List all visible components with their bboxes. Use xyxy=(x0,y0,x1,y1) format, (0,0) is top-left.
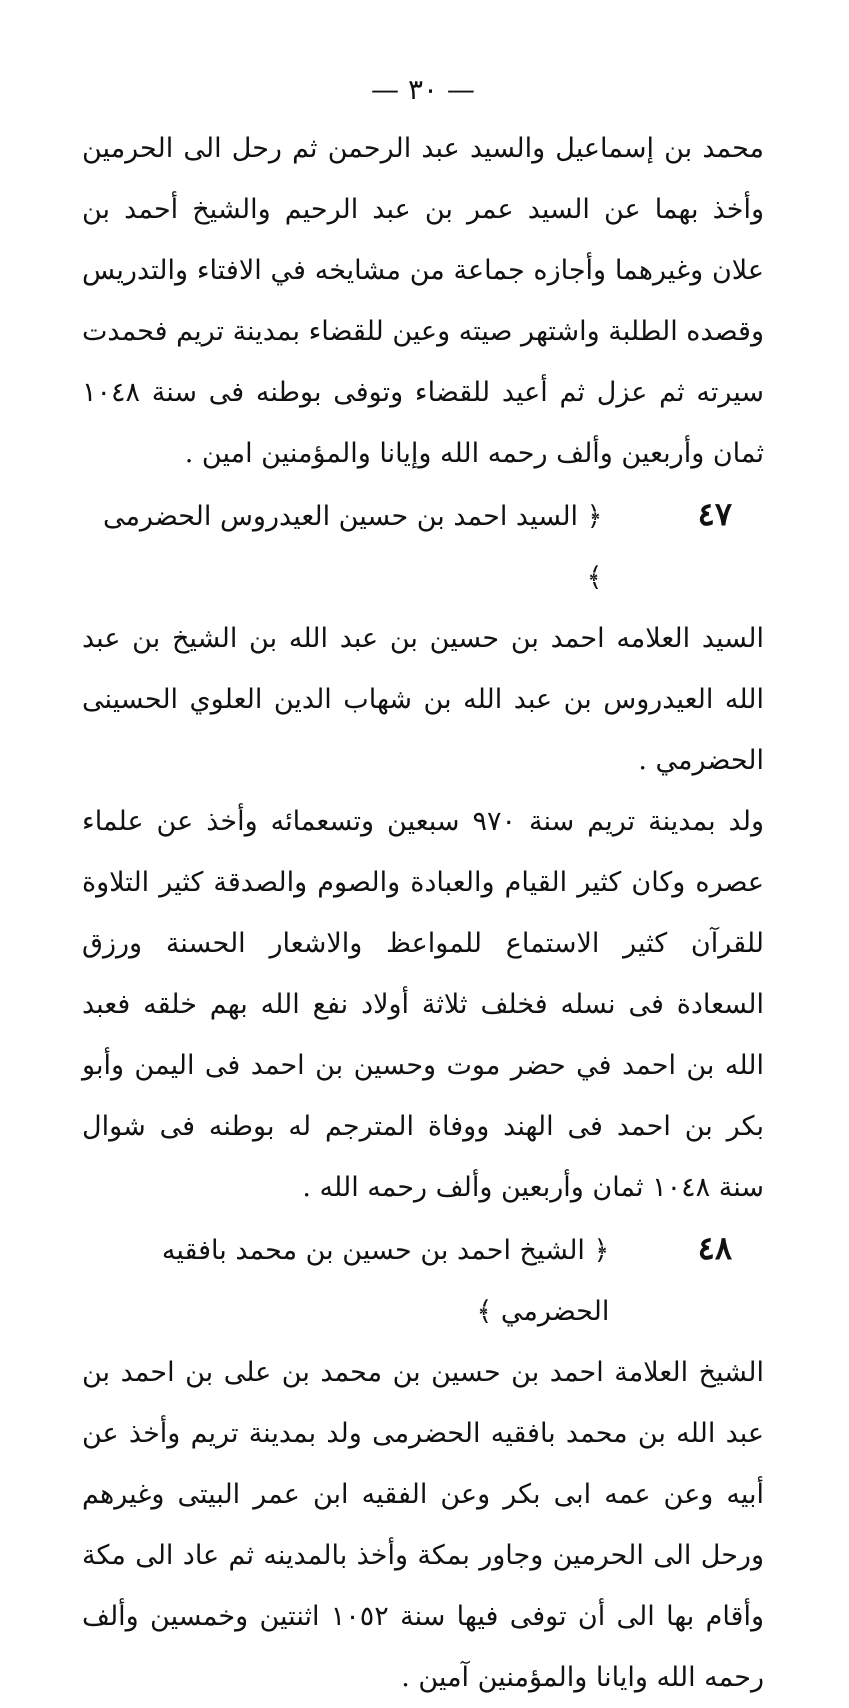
entry-heading-47 xyxy=(82,484,764,608)
entry-title: ﴿ الشيخ احمد بن حسين بن محمد بافقيه الحضرمي ﴾ xyxy=(161,1235,610,1327)
paragraph-intro: محمد بن إسماعيل والسيد عبد الرحمن ثم رحل الى الحرمين وأخذ بهما عن السيد عمر بن عبد الرحيم والشيخ أحمد بن علان وغيرهما وأجازه جماعة من مشايخه في الافتاء والتدريس وقصده الطلبة واشتهر صيته وعين للقضاء بمدينة تريم فحمدت سيرته ثم عزل ثم أعيد للقضاء وتوفى بوطنه فى سنة ١٠٤٨ ثمان وأربعين وألف رحمه الله وإيانا والمؤمنين امين . xyxy=(81,133,764,469)
entry-number: ٤٨ xyxy=(697,1229,732,1267)
entry-heading-48 xyxy=(82,1218,764,1342)
paragraph-biography-48: الشيخ العلامة احمد بن حسين بن محمد بن على بن احمد بن عبد الله بن محمد بافقيه الحضرمى ولد بمدينة تريم وأخذ عن أبيه وعن عمه ابى بكر وعن الفقيه ابن عمر البيتى وغيرهم ورحل الى الحرمين وجاور بمكة وأخذ بالمدينه ثم عاد الى مكة وأقام بها الى أن توفى فيها سنة ١٠٥٢ اثنتين وخمسين وألف رحمه الله وايانا والمؤمنين آمين . xyxy=(82,1357,764,1693)
entry-title: ﴿ السيد احمد بن حسين العيدروس الحضرمى ﴾ xyxy=(102,501,603,593)
paragraph-lineage-47: السيد العلامه احمد بن حسين بن عبد الله بن الشيخ بن عبد الله العيدروس بن عبد الله بن شهاب الدين العلوي الحسينى الحضرمي . xyxy=(82,623,764,776)
page-number: — ٣٠ — xyxy=(371,73,475,106)
entry-number: ٤٧ xyxy=(697,495,732,533)
paragraph-biography-47: ولد بمدينة تريم سنة ٩٧٠ سبعين وتسعمائه وأخذ عن علماء عصره وكان كثير القيام والعبادة والصوم والصدقة كثير التلاوة للقرآن كثير الاستماع للمواعظ والاشعار الحسنة ورزق السعادة فى نسله فخلف ثلاثة أولاد نفع الله بهم خلقه فعبد الله بن احمد في حضر موت وحسين بن احمد فى اليمن وأبو بكر بن احمد فى الهند ووفاة المترجم له بوطنه فى شوال سنة ١٠٤٨ ثمان وأربعين وألف رحمه الله . xyxy=(82,806,764,1203)
